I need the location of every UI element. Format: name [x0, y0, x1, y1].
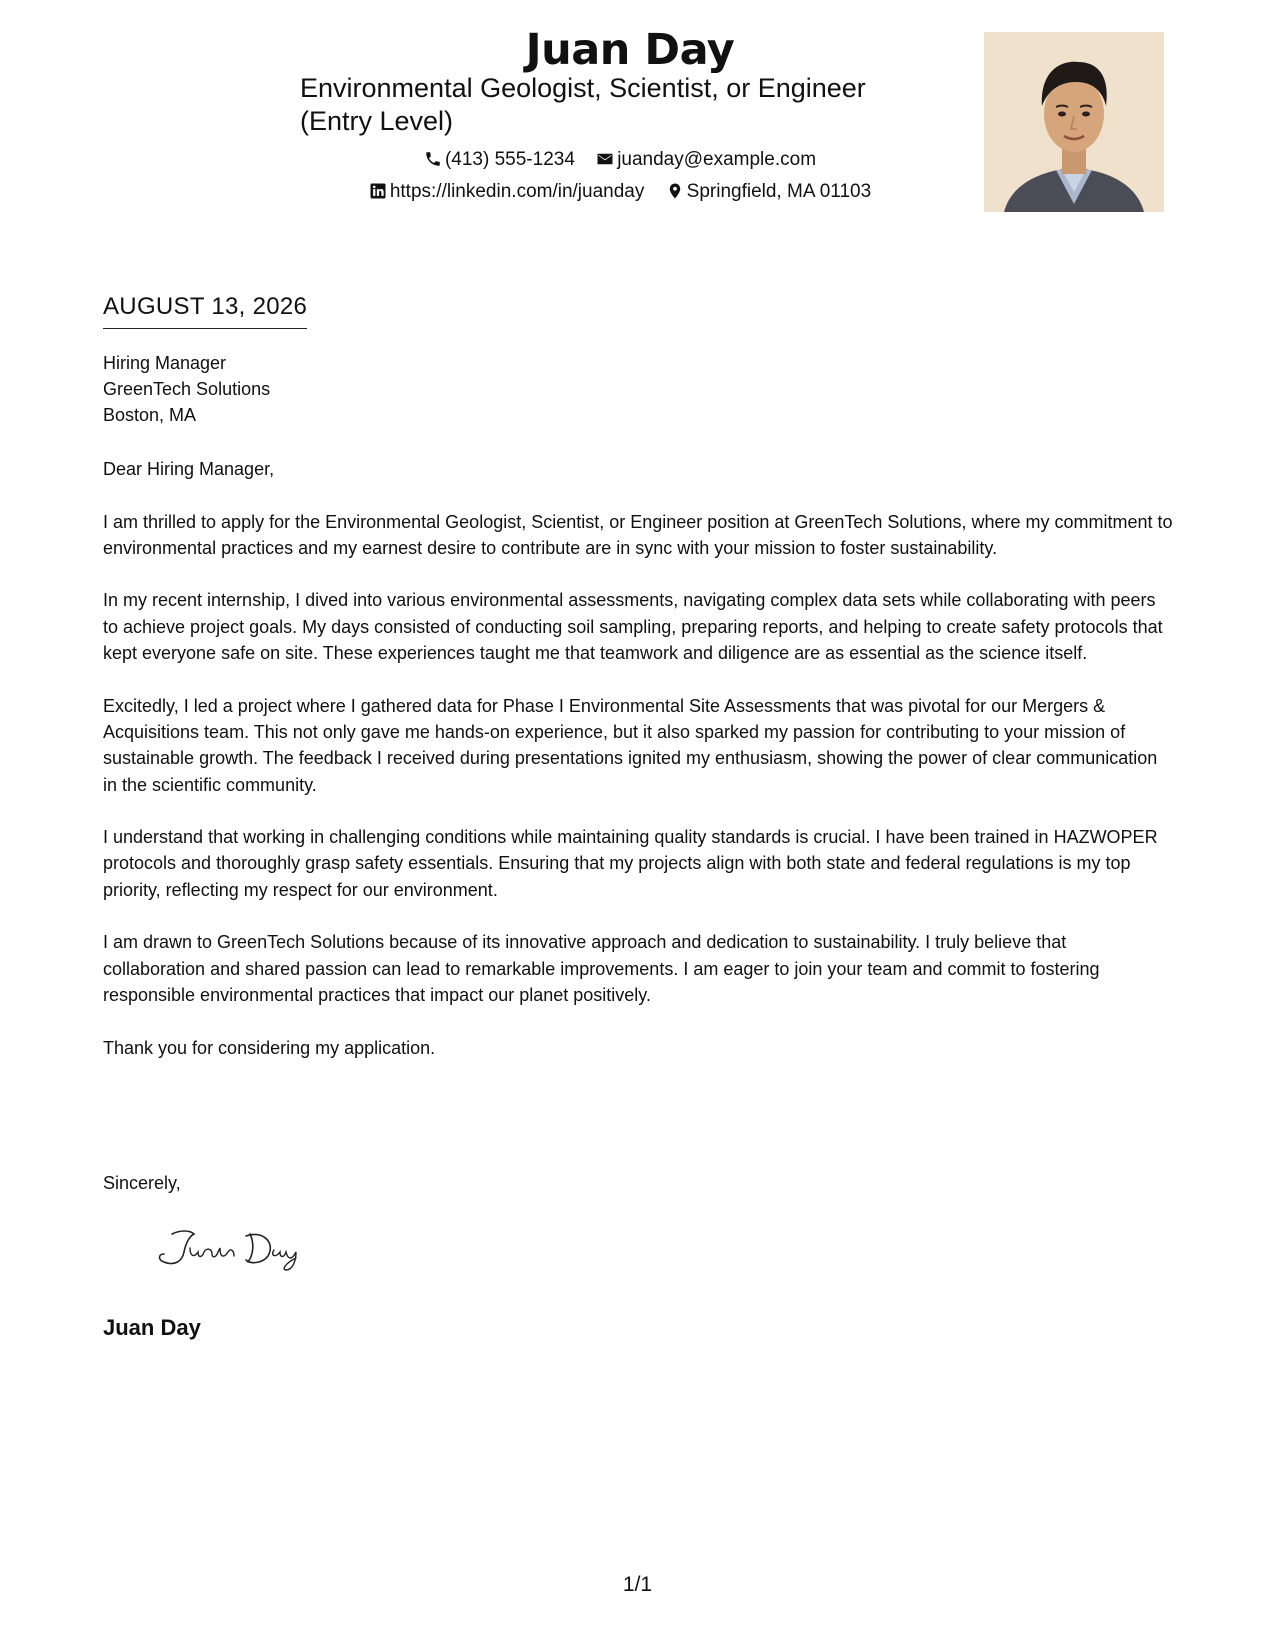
envelope-icon: [596, 150, 614, 168]
paragraph-6: Thank you for considering my application.: [103, 1037, 436, 1058]
paragraph-5: I am drawn to GreenTech Solutions because of its innovative approach and dedication to sustainability. I truly believe that collaboration and shared passion can lead to remarkable improvements. I am eager to join your team and commit to fostering responsible environmental practices that impact our planet positively.: [103, 932, 1100, 1005]
contact-row-1: [300, 148, 940, 172]
salutation: Dear Hiring Manager,: [103, 459, 275, 479]
page-number: 1/1: [622, 1573, 653, 1596]
linkedin-text: https://linkedin.com/in/juanday: [389, 181, 645, 202]
phone-text: (413) 555-1234: [444, 149, 575, 170]
contact-row-2: [300, 180, 940, 204]
paragraph-2: In my recent internship, I dived into various environmental assessments, navigating complex data sets while collaborating with peers to achieve project goals. My days consisted of conducting soil sampling, preparing reports, and helping to create safety protocols that kept everyone safe on site. These experiences taught me that teamwork and diligence are as essential as the science itself.: [103, 590, 1163, 664]
linkedin-contact[interactable]: [369, 180, 645, 204]
handwritten-signature: [150, 1222, 320, 1272]
signer-name: Juan Day: [103, 1315, 201, 1340]
recipient-city: Boston, MA: [103, 405, 197, 425]
letter-body: [103, 456, 1173, 1087]
paragraph-3: Excitedly, I led a project where I gathered data for Phase I Environmental Site Assessments that was pivotal for our Mergers & Acquisitions team. This not only gave me hands-on experience, but it also sparked my passion for contributing to your mission of sustainable growth. The feedback I received during presentations ignited my enthusiasm, showing the power of clear communication in the scientific community.: [103, 695, 1158, 795]
recipient-role: Hiring Manager: [103, 353, 227, 373]
paragraph-1: I am thrilled to apply for the Environmental Geologist, Scientist, or Engineer position at GreenTech Solutions, where my commitment to environmental practices and my earnest desire to contribute are in sync with your mission to foster sustainability.: [103, 511, 1173, 558]
job-title: Environmental Geologist, Scientist, or Engineer (Entry Level): [300, 73, 866, 136]
profile-photo: [984, 32, 1164, 212]
phone-icon: [424, 150, 442, 168]
closing: Sincerely,: [103, 1173, 181, 1193]
person-portrait-icon: [984, 32, 1164, 212]
location-contact: [666, 180, 872, 204]
location-text: Springfield, MA 01103: [686, 181, 872, 202]
letter-header: [0, 0, 1275, 230]
recipient-block: [103, 350, 270, 428]
paragraph-4: I understand that working in challenging conditions while maintaining quality standards is crucial. I have been trained in HAZWOPER protocols and thoroughly grasp safety essentials. Ensuring that my projects align with both state and federal regulations is my top priority, reflecting my respect for our environment.: [103, 827, 1158, 900]
email-contact[interactable]: [596, 148, 816, 172]
email-text: juanday@example.com: [617, 149, 817, 170]
map-pin-icon: [666, 182, 684, 200]
recipient-company: GreenTech Solutions: [103, 379, 271, 399]
linkedin-icon: [369, 182, 387, 200]
letter-date: AUGUST 13, 2026: [103, 292, 307, 329]
applicant-name: Juan Day: [525, 25, 735, 75]
phone-contact[interactable]: [424, 148, 575, 172]
